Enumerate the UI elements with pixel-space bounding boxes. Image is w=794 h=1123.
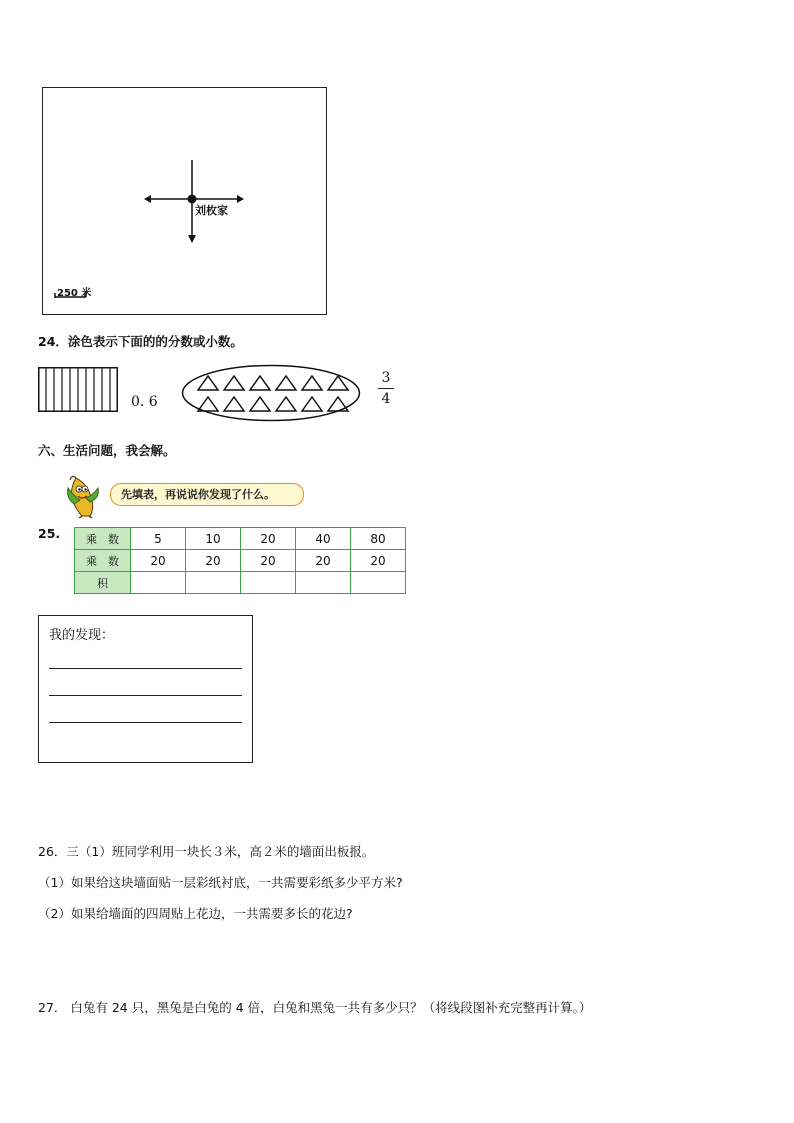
discovery-box (38, 615, 253, 763)
table-header-cell: 积 (75, 572, 131, 594)
table-cell: 20 (296, 550, 351, 572)
table-row (75, 528, 406, 550)
table-header-cell: 乘 数 (75, 528, 131, 550)
q26-sub1: （1）如果给这块墙面贴一层彩纸衬底，一共需要彩纸多少平方米? (38, 875, 403, 890)
fraction-label (378, 370, 394, 407)
table-cell: 10 (186, 528, 241, 550)
table-cell: 20 (241, 550, 296, 572)
q26-title: 26．三（1）班同学利用一块长３米，高２米的墙面出板报。 (38, 844, 375, 859)
fraction-numerator: 3 (381, 370, 391, 386)
product-answer-cell[interactable] (186, 572, 241, 594)
table-cell: 80 (351, 528, 406, 550)
answer-line[interactable] (49, 722, 242, 723)
table-row (75, 572, 406, 594)
table-cell: 40 (296, 528, 351, 550)
decimal-strip-figure[interactable] (38, 367, 118, 412)
table-header-cell: 乘 数 (75, 550, 131, 572)
table-row (75, 550, 406, 572)
fraction-bar (378, 388, 394, 389)
answer-line[interactable] (49, 695, 242, 696)
q26-sub2: （2）如果给墙面的四周贴上花边，一共需要多长的花边? (38, 906, 353, 921)
product-answer-cell[interactable] (296, 572, 351, 594)
table-cell: 5 (131, 528, 186, 550)
table-cell: 20 (131, 550, 186, 572)
decimal-label: 0. 6 (131, 394, 158, 410)
fraction-denominator: 4 (381, 391, 391, 407)
hint-speech-bubble: 先填表，再说说你发现了什么。 (110, 483, 304, 506)
answer-line[interactable] (49, 668, 242, 669)
discovery-title: 我的发现： (49, 628, 115, 643)
q25-number: 25. (38, 526, 61, 541)
scale-label: 250 米 (57, 288, 92, 299)
direction-map (42, 87, 327, 315)
multiplication-table (74, 527, 406, 594)
compass-cross-graphic (43, 88, 326, 314)
table-cell: 20 (186, 550, 241, 572)
product-answer-cell[interactable] (131, 572, 186, 594)
home-label: 刘枚家 (195, 204, 228, 217)
product-answer-cell[interactable] (351, 572, 406, 594)
corn-mascot-icon (64, 474, 108, 518)
q27-title: 27. 白兔有 24 只，黑兔是白兔的 4 倍，白兔和黑兔一共有多少只？（将线段图补充完整再计算。） (38, 1000, 592, 1015)
q24-title: 24．涂色表示下面的的分数或小数。 (38, 334, 243, 349)
table-cell: 20 (351, 550, 406, 572)
triangles-ellipse-figure[interactable] (181, 364, 361, 422)
table-cell: 20 (241, 528, 296, 550)
product-answer-cell[interactable] (241, 572, 296, 594)
section6-title: 六、生活问题，我会解。 (38, 443, 176, 458)
